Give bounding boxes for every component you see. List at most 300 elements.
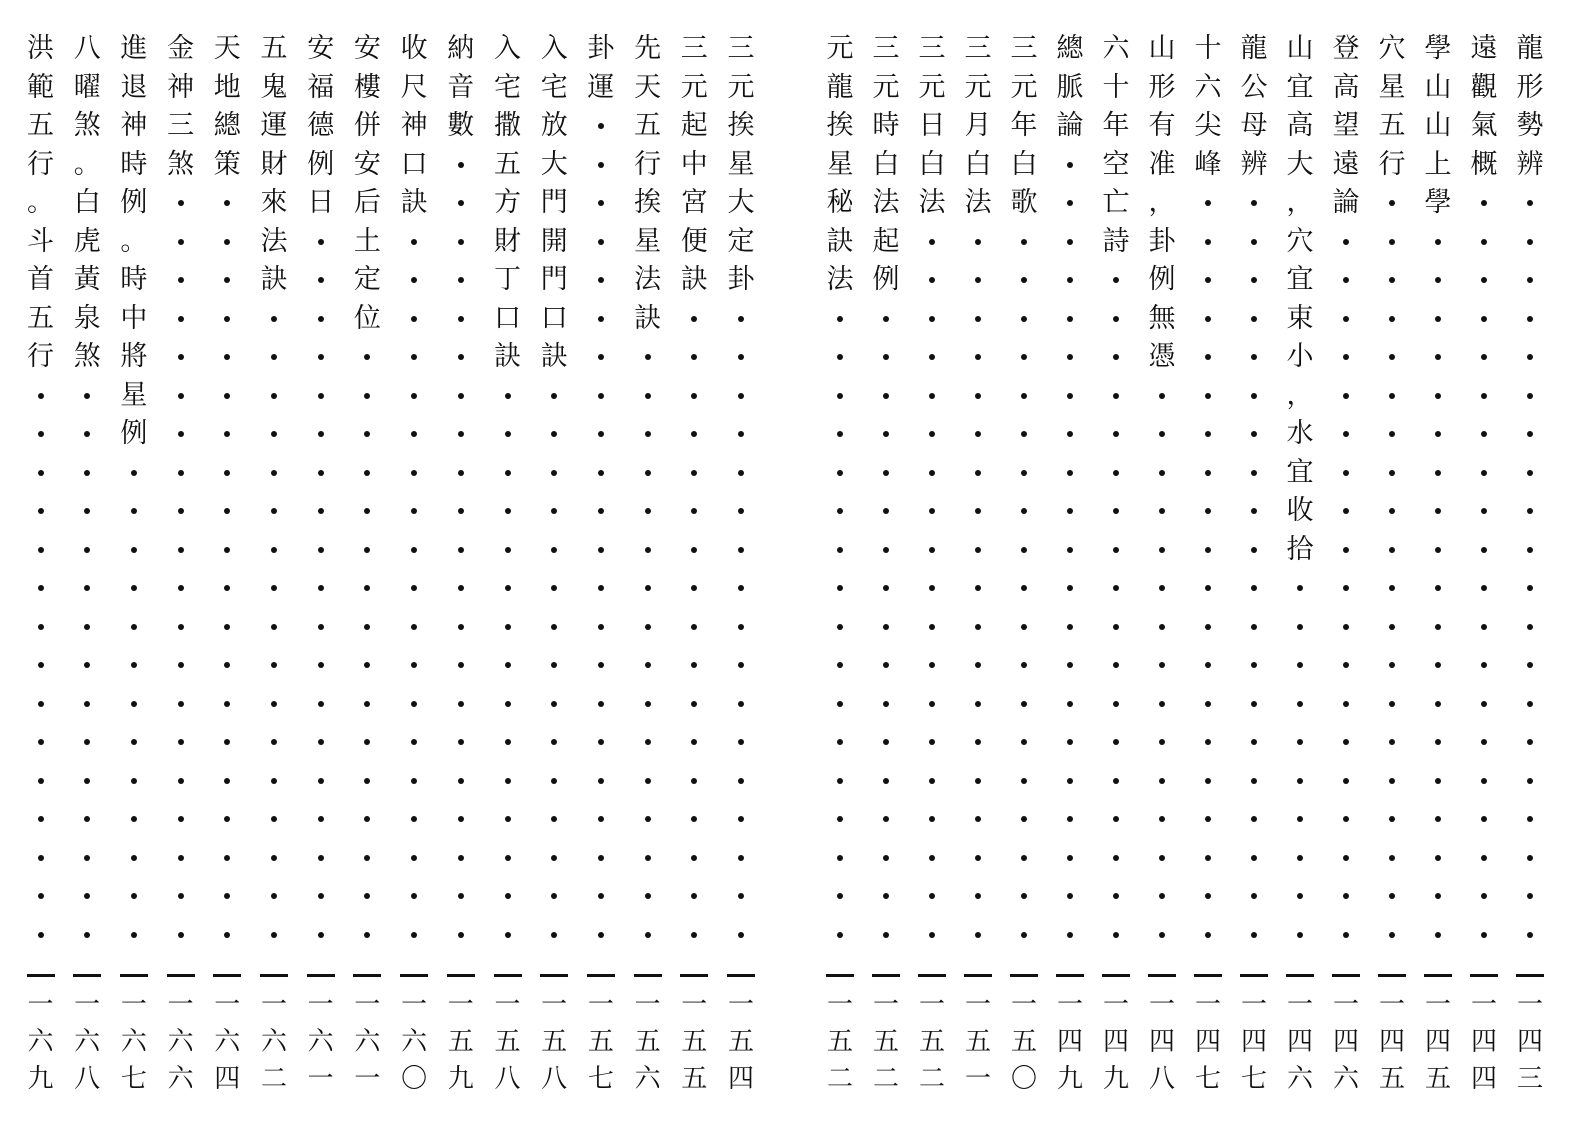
leader-dot bbox=[1093, 569, 1139, 608]
leader-dot bbox=[863, 608, 909, 647]
leader-dot bbox=[909, 415, 955, 454]
entry-title: 三 元 日 白 法 bbox=[909, 30, 955, 960]
leader-dot bbox=[1047, 261, 1093, 300]
entry-title: 五 鬼 運 財 來 法 訣 bbox=[251, 30, 297, 960]
leader-dot bbox=[1139, 608, 1185, 647]
leader-dot bbox=[578, 916, 624, 955]
leader-dot bbox=[1277, 839, 1323, 878]
entry-title: 龍 形 勢 辨 bbox=[1507, 30, 1553, 960]
toc-entry[interactable] bbox=[531, 30, 577, 1100]
leader-dot bbox=[1507, 646, 1553, 685]
leader-dot bbox=[1185, 800, 1231, 839]
leader-dot bbox=[1231, 877, 1277, 916]
leader-dot bbox=[298, 338, 344, 377]
leader-dot bbox=[1323, 877, 1369, 916]
page-rule bbox=[307, 974, 335, 977]
leader-dot bbox=[718, 492, 764, 531]
leader-dot bbox=[111, 723, 157, 762]
leader-dot bbox=[625, 685, 671, 724]
leader-dot bbox=[18, 685, 64, 724]
leader-dot bbox=[1047, 839, 1093, 878]
leader-dot bbox=[863, 916, 909, 955]
leader-dot bbox=[671, 415, 717, 454]
leader-dot bbox=[955, 223, 1001, 262]
leader-dot bbox=[1231, 685, 1277, 724]
leader-dot bbox=[1093, 646, 1139, 685]
toc-entry[interactable] bbox=[625, 30, 671, 1100]
leader-dot bbox=[578, 569, 624, 608]
leader-dot bbox=[158, 454, 204, 493]
leader-dot bbox=[1185, 877, 1231, 916]
leader-dot bbox=[251, 839, 297, 878]
leader-dot bbox=[578, 531, 624, 570]
leader-dot bbox=[718, 377, 764, 416]
leader-dot bbox=[909, 608, 955, 647]
leader-dot bbox=[1231, 762, 1277, 801]
leader-dot bbox=[251, 723, 297, 762]
page-rule bbox=[167, 974, 195, 977]
leader-dot bbox=[344, 723, 390, 762]
leader-dot bbox=[1001, 300, 1047, 339]
leader-dot bbox=[909, 839, 955, 878]
leader-dot bbox=[955, 800, 1001, 839]
leader-dot bbox=[1277, 646, 1323, 685]
leader-dot bbox=[251, 800, 297, 839]
entry-page-number: 一 四 六 bbox=[1332, 990, 1359, 1094]
entry-page-number: 一 四 九 bbox=[1056, 990, 1083, 1094]
leader-dot bbox=[1323, 338, 1369, 377]
leader-dot bbox=[909, 877, 955, 916]
leader-dot bbox=[1047, 531, 1093, 570]
leader-dot bbox=[204, 300, 250, 339]
leader-dot bbox=[1001, 839, 1047, 878]
entry-page-number: 一 六 四 bbox=[214, 990, 241, 1094]
leader-dot bbox=[1461, 300, 1507, 339]
leader-dot bbox=[1323, 415, 1369, 454]
leader-dot bbox=[718, 685, 764, 724]
leader-dot bbox=[863, 338, 909, 377]
toc-entry[interactable] bbox=[1231, 30, 1277, 1100]
leader-dot bbox=[1231, 492, 1277, 531]
leader-dot bbox=[1277, 877, 1323, 916]
leader-dot bbox=[1507, 531, 1553, 570]
leader-dot bbox=[909, 223, 955, 262]
leader-dot bbox=[1415, 569, 1461, 608]
leader-dot bbox=[1093, 723, 1139, 762]
entry-title: 學 山 山 上 學 bbox=[1415, 30, 1461, 960]
entry-title: 三 元 起 中 宮 便 訣 bbox=[671, 30, 717, 960]
toc-entry[interactable] bbox=[671, 30, 717, 1100]
leader-dot bbox=[438, 146, 484, 185]
leader-dot bbox=[158, 800, 204, 839]
entry-title: 入 宅 放 大 門 開 門 口 訣 bbox=[531, 30, 577, 960]
leader-dot bbox=[1277, 685, 1323, 724]
leader-dot bbox=[1185, 492, 1231, 531]
leader-dot bbox=[1369, 569, 1415, 608]
leader-dot bbox=[438, 454, 484, 493]
leader-dot bbox=[1001, 762, 1047, 801]
toc-entry[interactable] bbox=[578, 30, 624, 1100]
leader-dot bbox=[955, 762, 1001, 801]
leader-dot bbox=[204, 338, 250, 377]
entry-title: 三 元 時 白 法 起 例 bbox=[863, 30, 909, 960]
entry-page-number: 一 五 九 bbox=[447, 990, 474, 1094]
leader-dot bbox=[158, 261, 204, 300]
toc-entry[interactable] bbox=[251, 30, 297, 1100]
leader-dot bbox=[1047, 723, 1093, 762]
toc-entry[interactable] bbox=[1461, 30, 1507, 1100]
leader-dot bbox=[1323, 261, 1369, 300]
leader-dot bbox=[909, 454, 955, 493]
leader-dot bbox=[298, 723, 344, 762]
toc-entry[interactable] bbox=[909, 30, 955, 1100]
leader-dot bbox=[111, 608, 157, 647]
page-rule bbox=[447, 974, 475, 977]
leader-dot bbox=[204, 569, 250, 608]
leader-dot bbox=[1231, 723, 1277, 762]
leader-dot bbox=[111, 877, 157, 916]
leader-dot bbox=[251, 531, 297, 570]
leader-dot bbox=[111, 762, 157, 801]
leader-dot bbox=[1507, 338, 1553, 377]
leader-dot bbox=[344, 608, 390, 647]
leader-dot bbox=[863, 300, 909, 339]
leader-dot bbox=[955, 916, 1001, 955]
leader-dot bbox=[1507, 685, 1553, 724]
leader-dot bbox=[1185, 223, 1231, 262]
leader-dot bbox=[531, 569, 577, 608]
leader-dot bbox=[1415, 685, 1461, 724]
leader-dot bbox=[531, 723, 577, 762]
leader-dot bbox=[909, 723, 955, 762]
entry-title: 安 樓 併 安 后 土 定 位 bbox=[344, 30, 390, 960]
leader-dot bbox=[344, 415, 390, 454]
leader-dot bbox=[1139, 377, 1185, 416]
leader-dot bbox=[298, 300, 344, 339]
leader-dot bbox=[251, 454, 297, 493]
toc-entry[interactable] bbox=[1415, 30, 1461, 1100]
leader-dot bbox=[158, 377, 204, 416]
entry-page-number: 一 四 九 bbox=[1102, 990, 1129, 1094]
leader-dot bbox=[485, 877, 531, 916]
leader-dot bbox=[1047, 569, 1093, 608]
leader-dot bbox=[204, 377, 250, 416]
toc-entry[interactable] bbox=[863, 30, 909, 1100]
leader-dot bbox=[298, 800, 344, 839]
leader-dot bbox=[1369, 184, 1415, 223]
leader-dot bbox=[1507, 608, 1553, 647]
entry-page-number: 一 五 二 bbox=[918, 990, 945, 1094]
entry-page-number: 一 六 一 bbox=[354, 990, 381, 1094]
leader-dot bbox=[1415, 916, 1461, 955]
leader-dot bbox=[204, 723, 250, 762]
leader-dot bbox=[1507, 800, 1553, 839]
leader-dot bbox=[1047, 762, 1093, 801]
leader-dot bbox=[718, 454, 764, 493]
leader-dot bbox=[204, 762, 250, 801]
leader-dot bbox=[64, 723, 110, 762]
leader-dot bbox=[955, 839, 1001, 878]
leader-dot bbox=[1185, 916, 1231, 955]
leader-dot bbox=[1047, 800, 1093, 839]
leader-dot bbox=[1323, 569, 1369, 608]
leader-dot bbox=[817, 762, 863, 801]
entry-page-number: 一 五 五 bbox=[681, 990, 708, 1094]
leader-dot bbox=[578, 839, 624, 878]
leader-dot bbox=[1093, 300, 1139, 339]
leader-dot bbox=[1461, 492, 1507, 531]
toc-entry[interactable] bbox=[111, 30, 157, 1100]
leader-dot bbox=[391, 300, 437, 339]
leader-dot bbox=[531, 646, 577, 685]
leader-dot bbox=[391, 762, 437, 801]
leader-dot bbox=[251, 762, 297, 801]
page-rule bbox=[540, 974, 568, 977]
leader-dot bbox=[1185, 415, 1231, 454]
leader-dot bbox=[64, 916, 110, 955]
leader-dot bbox=[251, 415, 297, 454]
leader-dot bbox=[671, 454, 717, 493]
leader-dot bbox=[1001, 261, 1047, 300]
leader-dot bbox=[578, 762, 624, 801]
leader-dot bbox=[1047, 300, 1093, 339]
leader-dot bbox=[671, 800, 717, 839]
leader-dot bbox=[298, 261, 344, 300]
leader-dot bbox=[1139, 685, 1185, 724]
leader-dot bbox=[251, 916, 297, 955]
leader-dot bbox=[1047, 146, 1093, 185]
leader-dot bbox=[391, 877, 437, 916]
leader-dot bbox=[1185, 184, 1231, 223]
toc-entry[interactable] bbox=[158, 30, 204, 1100]
leader-dot bbox=[1185, 454, 1231, 493]
leader-dot bbox=[111, 916, 157, 955]
leader-dot bbox=[1231, 300, 1277, 339]
leader-dot bbox=[438, 223, 484, 262]
leader-dot bbox=[909, 646, 955, 685]
leader-dot bbox=[158, 415, 204, 454]
leader-dot bbox=[1507, 877, 1553, 916]
leader-dot bbox=[1093, 492, 1139, 531]
leader-dot bbox=[1139, 492, 1185, 531]
entry-page-number: 一 四 七 bbox=[1240, 990, 1267, 1094]
toc-entry[interactable] bbox=[955, 30, 1001, 1100]
toc-entry[interactable] bbox=[1093, 30, 1139, 1100]
leader-dot bbox=[1185, 569, 1231, 608]
leader-dot bbox=[391, 800, 437, 839]
leader-dot bbox=[1461, 338, 1507, 377]
leader-dot bbox=[298, 646, 344, 685]
leader-dot bbox=[18, 800, 64, 839]
leader-dot bbox=[1185, 762, 1231, 801]
toc-entry[interactable] bbox=[485, 30, 531, 1100]
leader-dot bbox=[1047, 492, 1093, 531]
leader-dot bbox=[64, 608, 110, 647]
leader-dot bbox=[64, 877, 110, 916]
leader-dot bbox=[298, 492, 344, 531]
leader-dot bbox=[578, 454, 624, 493]
leader-dot bbox=[1231, 608, 1277, 647]
leader-dot bbox=[298, 839, 344, 878]
leader-dot bbox=[485, 454, 531, 493]
leader-dot bbox=[909, 762, 955, 801]
leader-dot bbox=[1231, 531, 1277, 570]
leader-dot bbox=[64, 531, 110, 570]
leader-dot bbox=[1139, 531, 1185, 570]
leader-dot bbox=[671, 839, 717, 878]
leader-dot bbox=[718, 646, 764, 685]
leader-dot bbox=[1369, 338, 1415, 377]
toc-entry[interactable] bbox=[1001, 30, 1047, 1100]
leader-dot bbox=[1047, 338, 1093, 377]
leader-dot bbox=[1001, 800, 1047, 839]
leader-dot bbox=[909, 916, 955, 955]
leader-dot bbox=[251, 300, 297, 339]
leader-dot bbox=[1185, 723, 1231, 762]
leader-dot bbox=[625, 877, 671, 916]
page-rule bbox=[918, 974, 946, 977]
leader-dot bbox=[1185, 338, 1231, 377]
leader-dot bbox=[909, 800, 955, 839]
leader-dot bbox=[438, 569, 484, 608]
leader-dot bbox=[251, 492, 297, 531]
leader-dot bbox=[718, 916, 764, 955]
leader-dot bbox=[158, 569, 204, 608]
leader-dot bbox=[955, 877, 1001, 916]
toc-entry[interactable] bbox=[1139, 30, 1185, 1100]
leader-dot bbox=[955, 646, 1001, 685]
toc-entry[interactable] bbox=[1507, 30, 1553, 1100]
toc-entry[interactable] bbox=[18, 30, 64, 1100]
toc-entry[interactable] bbox=[718, 30, 764, 1100]
leader-dot bbox=[1323, 223, 1369, 262]
page-rule bbox=[1240, 974, 1268, 977]
leader-dot bbox=[298, 415, 344, 454]
leader-dot bbox=[1369, 531, 1415, 570]
leader-dot bbox=[158, 877, 204, 916]
toc-entry[interactable] bbox=[817, 30, 863, 1100]
leader-dot bbox=[1093, 531, 1139, 570]
page-rule bbox=[964, 974, 992, 977]
entry-page-number: 一 六 八 bbox=[74, 990, 101, 1094]
leader-dot bbox=[18, 916, 64, 955]
toc-entry[interactable] bbox=[1323, 30, 1369, 1100]
entry-page-number: 一 五 七 bbox=[587, 990, 614, 1094]
leader-dot bbox=[298, 608, 344, 647]
leader-dot bbox=[1047, 608, 1093, 647]
leader-dot bbox=[1185, 646, 1231, 685]
leader-dot bbox=[909, 531, 955, 570]
leader-dot bbox=[64, 839, 110, 878]
leader-dot bbox=[391, 223, 437, 262]
leader-dot bbox=[1093, 877, 1139, 916]
entry-title: 納 音 數 bbox=[438, 30, 484, 960]
toc-entry[interactable] bbox=[204, 30, 250, 1100]
toc-entry[interactable] bbox=[1047, 30, 1093, 1100]
leader-dot bbox=[18, 454, 64, 493]
leader-dot bbox=[1277, 800, 1323, 839]
leader-dot bbox=[1415, 454, 1461, 493]
leader-dot bbox=[1001, 377, 1047, 416]
toc-entry[interactable] bbox=[344, 30, 390, 1100]
toc-entry[interactable] bbox=[64, 30, 110, 1100]
leader-dot bbox=[863, 377, 909, 416]
leader-dot bbox=[251, 377, 297, 416]
entry-title: 八 曜 煞 。 白 虎 黃 泉 煞 bbox=[64, 30, 110, 960]
entry-title: 金 神 三 煞 bbox=[158, 30, 204, 960]
toc-entry[interactable] bbox=[298, 30, 344, 1100]
leader-dot bbox=[1001, 916, 1047, 955]
leader-dot bbox=[204, 223, 250, 262]
page-rule bbox=[1378, 974, 1406, 977]
leader-dot bbox=[204, 184, 250, 223]
leader-dot bbox=[1139, 454, 1185, 493]
leader-dot bbox=[18, 531, 64, 570]
leader-dot bbox=[1139, 800, 1185, 839]
leader-dot bbox=[1415, 800, 1461, 839]
leader-dot bbox=[817, 685, 863, 724]
leader-dot bbox=[1231, 338, 1277, 377]
leader-dot bbox=[817, 377, 863, 416]
entry-title: 遠 觀 氣 概 bbox=[1461, 30, 1507, 960]
leader-dot bbox=[955, 261, 1001, 300]
leader-dot bbox=[1185, 531, 1231, 570]
leader-dot bbox=[625, 839, 671, 878]
leader-dot bbox=[817, 839, 863, 878]
leader-dot bbox=[909, 338, 955, 377]
leader-dot bbox=[718, 569, 764, 608]
leader-dot bbox=[1369, 762, 1415, 801]
toc-entry[interactable] bbox=[1369, 30, 1415, 1100]
leader-dot bbox=[1001, 608, 1047, 647]
leader-dot bbox=[344, 338, 390, 377]
leader-dot bbox=[391, 569, 437, 608]
leader-dot bbox=[1231, 261, 1277, 300]
leader-dot bbox=[1369, 492, 1415, 531]
leader-dot bbox=[1001, 492, 1047, 531]
leader-dot bbox=[111, 569, 157, 608]
leader-dot bbox=[578, 723, 624, 762]
page-rule bbox=[1516, 974, 1544, 977]
leader-dot bbox=[1369, 800, 1415, 839]
leader-dot bbox=[204, 839, 250, 878]
toc-entry[interactable] bbox=[438, 30, 484, 1100]
leader-dot bbox=[1093, 454, 1139, 493]
leader-dot bbox=[531, 377, 577, 416]
leader-dot bbox=[344, 377, 390, 416]
leader-dot bbox=[344, 569, 390, 608]
leader-dot bbox=[158, 762, 204, 801]
entry-page-number: 一 六 七 bbox=[120, 990, 147, 1094]
leader-dot bbox=[625, 646, 671, 685]
leader-dot bbox=[18, 569, 64, 608]
toc-entry[interactable] bbox=[1185, 30, 1231, 1100]
leader-dot bbox=[111, 492, 157, 531]
leader-dot bbox=[718, 338, 764, 377]
leader-dot bbox=[1461, 646, 1507, 685]
leader-dot bbox=[485, 377, 531, 416]
leader-dot bbox=[1047, 916, 1093, 955]
toc-entry[interactable] bbox=[1277, 30, 1323, 1100]
leader-dot bbox=[671, 916, 717, 955]
leader-dot bbox=[1001, 723, 1047, 762]
leader-dot bbox=[1507, 377, 1553, 416]
leader-dot bbox=[1139, 415, 1185, 454]
leader-dot bbox=[1093, 839, 1139, 878]
entry-title: 龍 公 母 辨 bbox=[1231, 30, 1277, 960]
toc-entry[interactable] bbox=[391, 30, 437, 1100]
leader-dot bbox=[438, 531, 484, 570]
